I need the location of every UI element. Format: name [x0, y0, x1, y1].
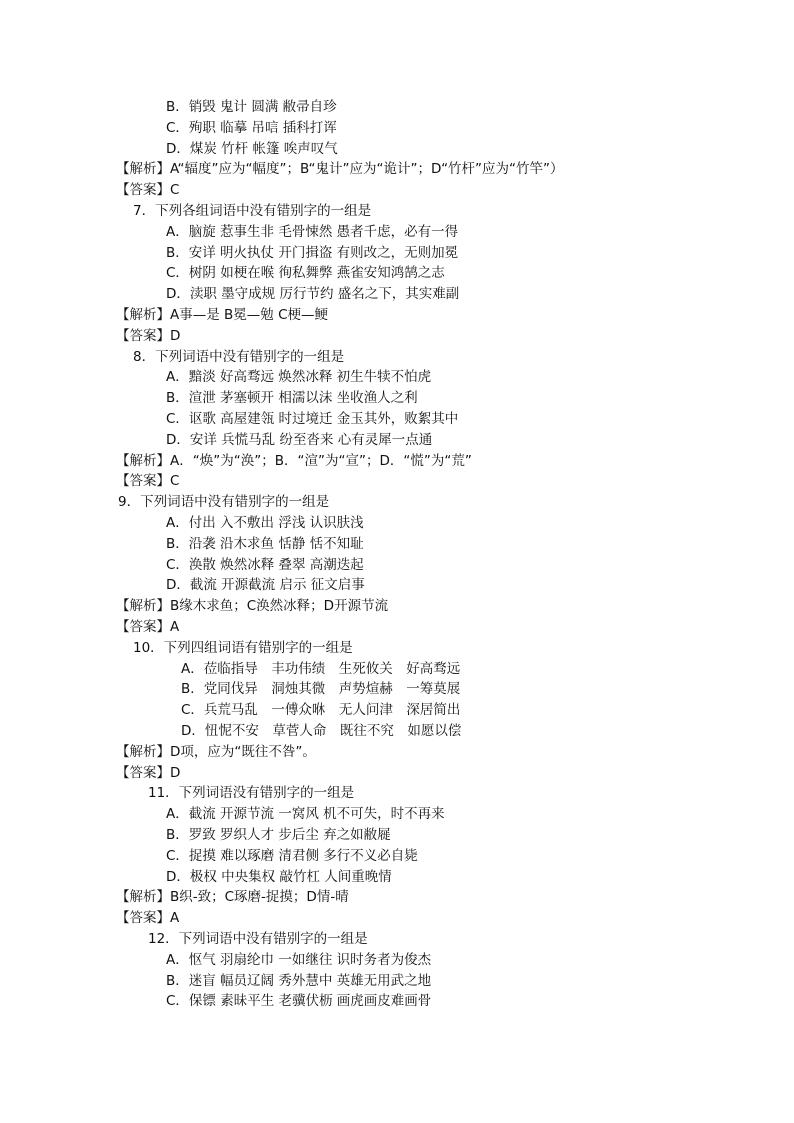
option-line: D．极权 中央集权 敲竹杠 人间重晚情	[166, 868, 392, 885]
option-line: C．殉职 临摹 吊唁 插科打诨	[166, 119, 337, 136]
option-line: D．渎职 墨守成规 厉行节约 盛名之下，其实难副	[166, 286, 460, 303]
option-line: B．销毁 鬼计 圆满 敝帚自珍	[166, 99, 337, 115]
option-line: C．涣散 焕然冰释 叠翠 高潮迭起	[166, 556, 364, 573]
option-line: C．保镖 素昧平生 老骥伏枥 画虎画皮难画骨	[166, 993, 432, 1010]
option-line: B．罗致 罗织人才 步后尘 弃之如敝屣	[166, 827, 391, 843]
option-line: D．安详 兵慌马乱 纷至沓来 心有灵犀一点通	[166, 431, 433, 448]
option-line: C．兵荒马乱 一傅众咻 无人问津 深居简出	[181, 702, 461, 719]
answer-line: 【答案】A	[116, 910, 180, 927]
analysis-line: 【解析】A“辐度”应为“幅度”；B“鬼计”应为“诡计”；D“竹杆”应为“竹竿”）	[116, 161, 564, 178]
question-stem: 11．下列词语没有错别字的一组是	[148, 785, 355, 802]
option-line: A．黯淡 好高骛远 焕然冰释 初生牛犊不怕虎	[166, 369, 432, 386]
option-line: B．安详 明火执仗 开门揖盗 有则改之，无则加冕	[166, 244, 459, 261]
answer-line: 【答案】D	[116, 327, 181, 344]
answer-line: 【答案】C	[116, 182, 180, 199]
analysis-line: 【解析】B缘木求鱼；C涣然冰释；D开源节流	[116, 598, 389, 615]
option-line: C．捉摸 难以琢磨 清君侧 多行不义必自毙	[166, 847, 418, 864]
option-line: D．煤炭 竹杆 帐篷 唉声叹气	[166, 140, 338, 157]
answer-line: 【答案】C	[116, 473, 180, 490]
option-line: B．渲泄 茅塞顿开 相濡以沫 坐收渔人之利	[166, 390, 418, 407]
option-line: D．忸怩不安 草菅人命 既往不究 如愿以偿	[181, 723, 462, 739]
analysis-line: 【解析】A事—是 B冕—勉 C梗—鲠	[116, 307, 329, 323]
analysis-line: 【解析】A．“焕”为“涣”；B．“渲”为“宣”；D．“慌”为“荒”	[116, 452, 472, 469]
option-line: A．截流 开源节流 一窝风 机不可失，时不再来	[166, 806, 445, 823]
option-line: C．树阴 如梗在喉 徇私舞弊 燕雀安知鸿鹄之志	[166, 265, 445, 282]
option-line: A．脑旋 惹事生非 毛骨悚然 愚者千虑，必有一得	[166, 223, 459, 240]
option-line: A．莅临指导 丰功伟绩 生死攸关 好高骛远	[181, 660, 461, 677]
option-line: A．付出 入不敷出 浮浅 认识肤浅	[166, 515, 364, 531]
answer-line: 【答案】D	[116, 764, 181, 781]
option-line: D．截流 开源截流 启示 征文启事	[166, 577, 365, 594]
option-line: B．沿袭 沿木求鱼 恬静 恬不知耻	[166, 535, 364, 552]
option-line: C．讴歌 高屋建瓴 时过境迁 金玉其外，败絮其中	[166, 411, 459, 427]
question-stem: 7．下列各组词语中没有错别字的一组是	[133, 203, 372, 219]
option-line: B．迷盲 幅员辽阔 秀外慧中 英雄无用武之地	[166, 972, 432, 989]
question-stem: 8．下列词语中没有错别字的一组是	[133, 348, 345, 365]
analysis-line: 【解析】D项，应为“既往不咎”。	[116, 743, 316, 760]
option-line: B．党同伐异 洞烛其微 声势煊赫 一筹莫展	[181, 681, 461, 698]
question-stem: 10．下列四组词语有错别字的一组是	[133, 639, 353, 656]
option-line: A．怄气 羽扇纶巾 一如继往 识时务者为俊杰	[166, 951, 432, 968]
analysis-line: 【解析】B织-致；C琢磨-捉摸；D情-晴	[116, 889, 349, 906]
question-stem: 12．下列词语中没有错别字的一组是	[148, 931, 368, 947]
question-stem: 9．下列词语中没有错别字的一组是	[118, 494, 330, 511]
answer-line: 【答案】A	[116, 619, 180, 635]
